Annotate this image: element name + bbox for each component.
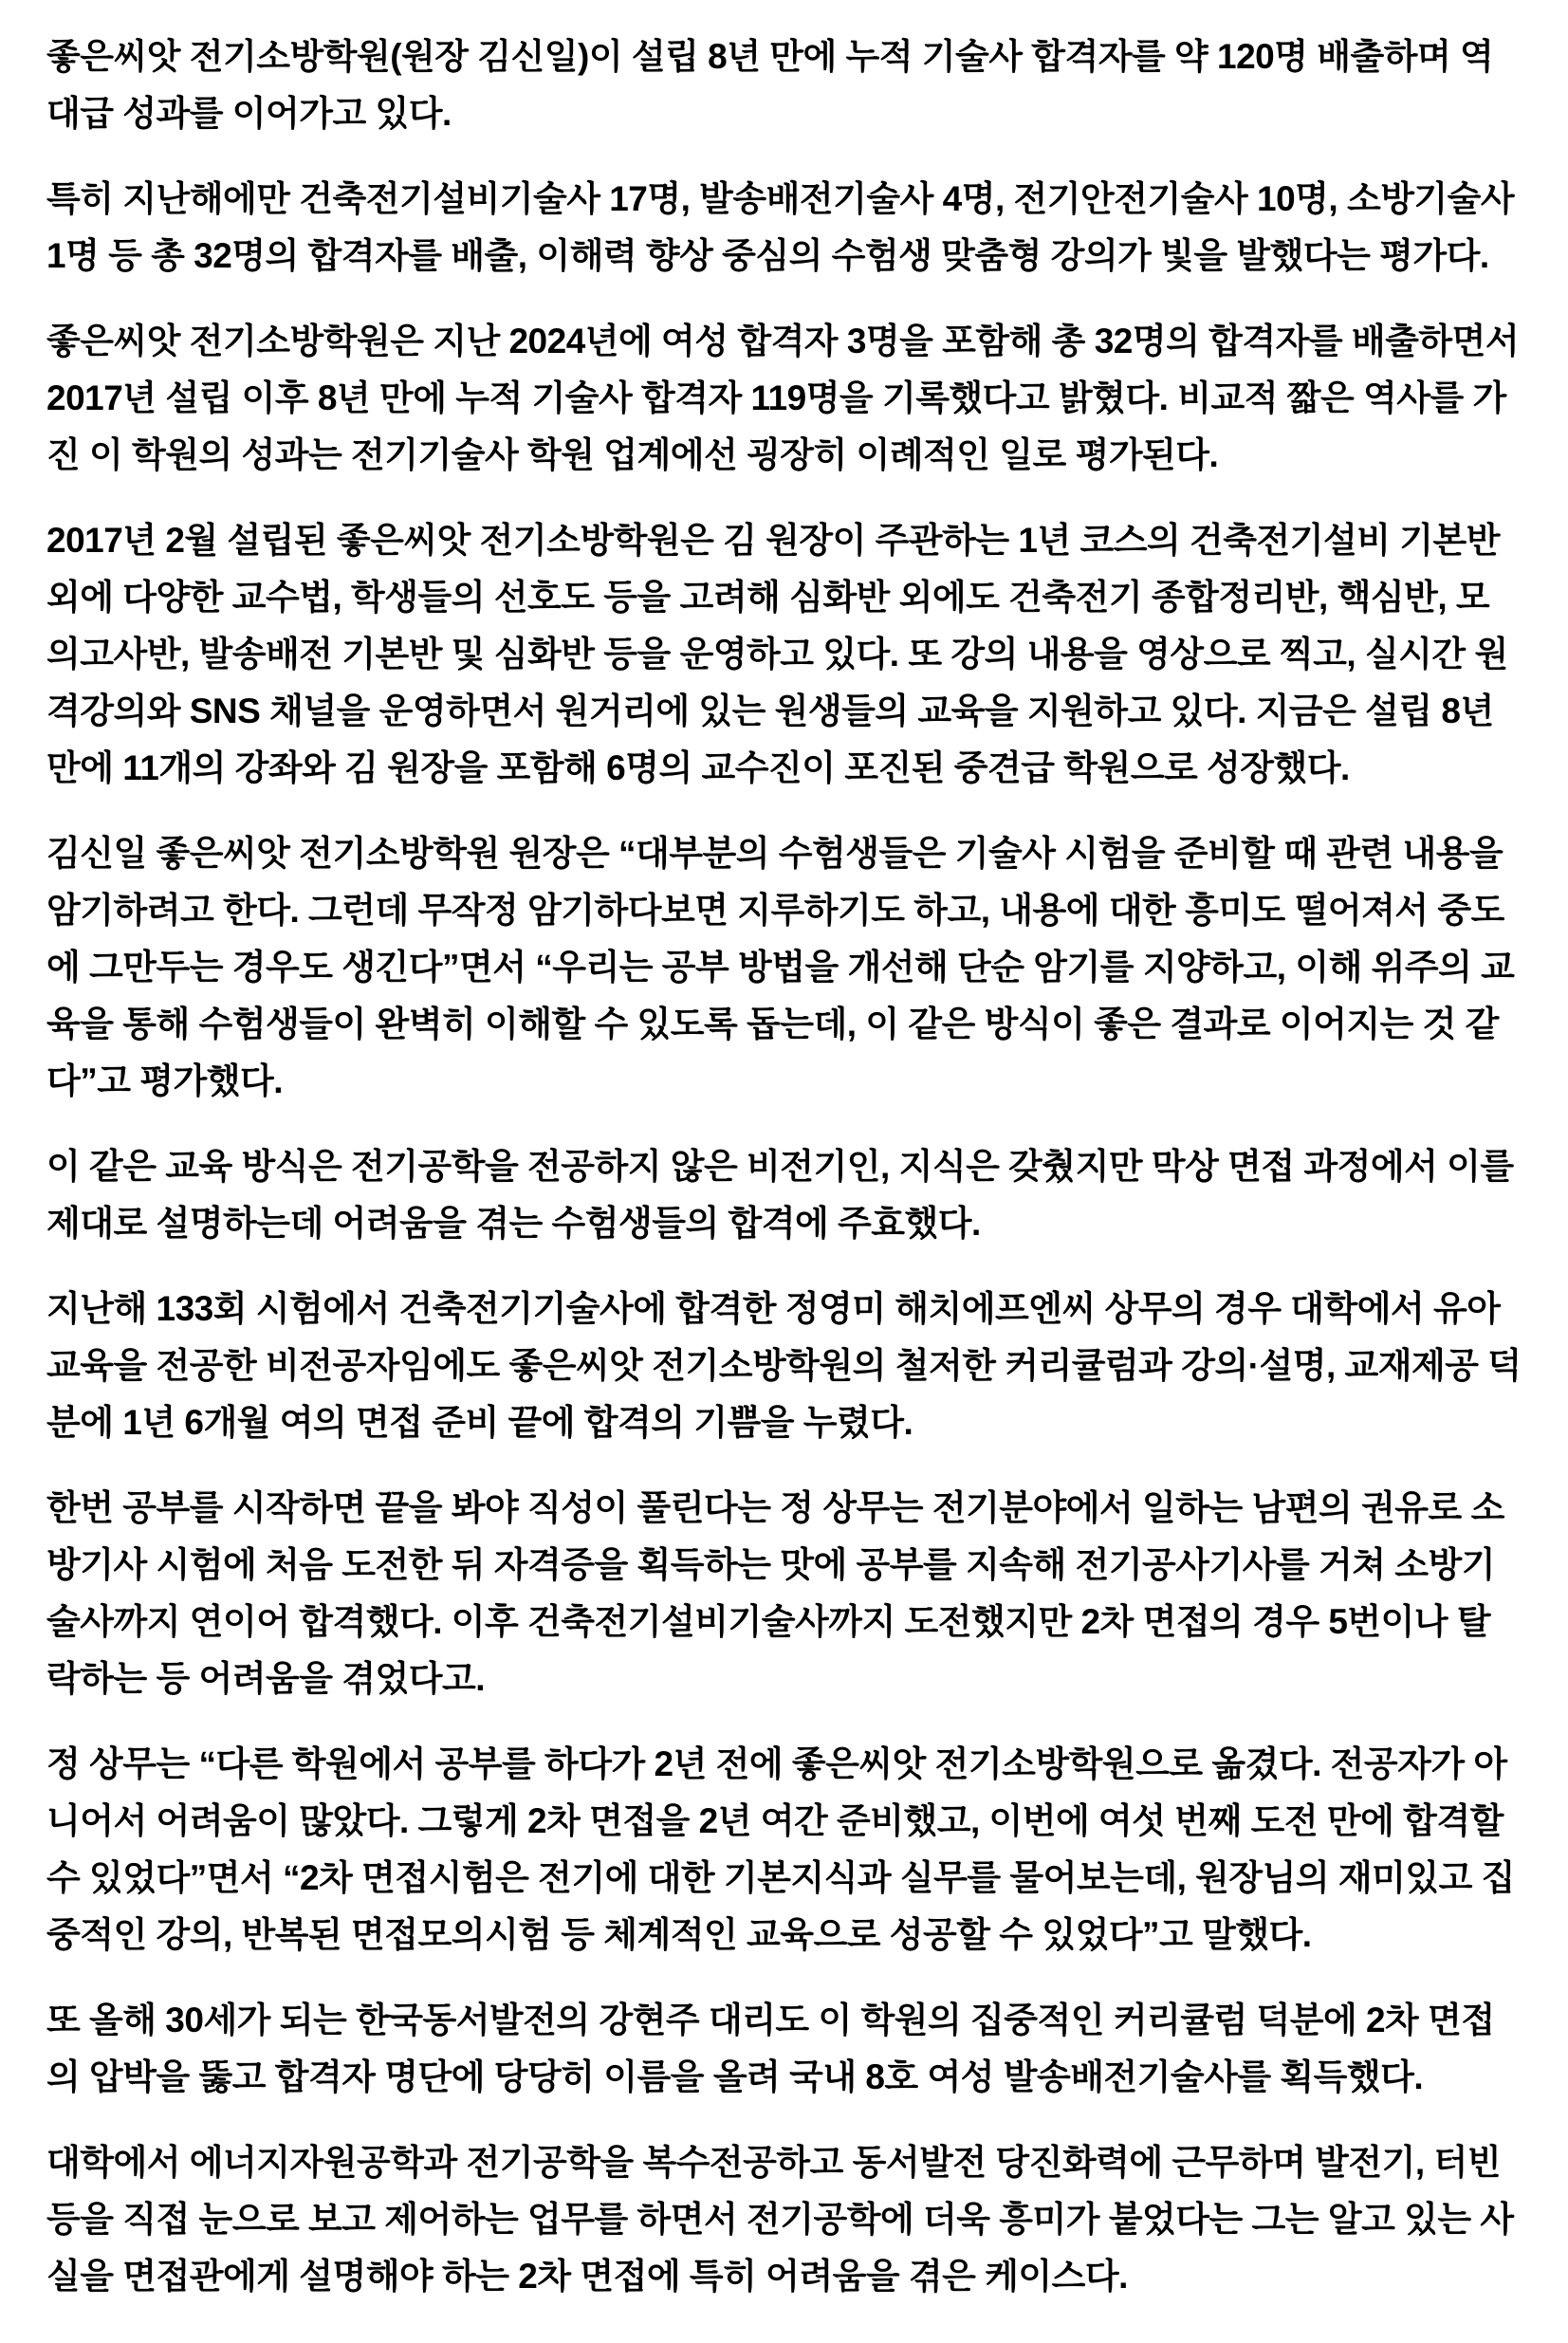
article-paragraph: 한번 공부를 시작하면 끝을 봐야 직성이 풀린다는 정 상무는 전기분야에서 일하는 남편의 권유로 소방기사 시험에 처음 도전한 뒤 자격증을 획득하는 맛에 공부를 지속해 전기공사기사를 거쳐 소방기술사까지 연이어 합격했다. 이후 건축전기설비기술사까지 도전했지만 2차 면접의 경우 5번이나 탈락하는 등 어려움을 겪었다고. xyxy=(46,1488,1504,1698)
article-paragraph: 지난해 133회 시험에서 건축전기기술사에 합격한 정영미 해치에프엔씨 상무의 경우 대학에서 유아교육을 전공한 비전공자임에도 좋은씨앗 전기소방학원의 철저한 커리큘럼과 강의·설명, 교재제공 덕분에 1년 6개월 여의 면접 준비 끝에 합격의 기쁨을 누렸다. xyxy=(46,1289,1522,1442)
article-paragraph: 좋은씨앗 전기소방학원(원장 김신일)이 설립 8년 만에 누적 기술사 합격자를 약 120명 배출하며 역대급 성과를 이어가고 있다. xyxy=(46,37,1494,133)
article-paragraph: 김신일 좋은씨앗 전기소방학원 원장은 “대부분의 수험생들은 기술사 시험을 준비할 때 관련 내용을 암기하려고 한다. 그런데 무작정 암기하다보면 지루하기도 하고, 내용에 대한 흥미도 떨어져서 중도에 그만두는 경우도 생긴다”면서 “우리는 공부 방법을 개선해 단순 암기를 지양하고, 이해 위주의 교육을 통해 수험생들이 완벽히 이해할 수 있도록 돕는데, 이 같은 방식이 좋은 결과로 이어지는 것 같다”고 평가했다. xyxy=(46,834,1515,1100)
article-paragraph: 좋은씨앗 전기소방학원은 지난 2024년에 여성 합격자 3명을 포함해 총 32명의 합격자를 배출하면서 2017년 설립 이후 8년 만에 누적 기술사 합격자 119명을 기록했다고 밝혔다. 비교적 짧은 역사를 가진 이 학원의 성과는 전기기술사 학원 업계에선 굉장히 이례적인 일로 평가된다. xyxy=(46,322,1520,474)
article-paragraph: 대학에서 에너지자원공학과 전기공학을 복수전공하고 동서발전 당진화력에 근무하며 발전기, 터빈 등을 직접 눈으로 보고 제어하는 업무를 하면서 전기공학에 더욱 흥미가 붙었다는 그는 알고 있는 사실을 면접관에게 설명해야 하는 2차 면접에 특히 어려움을 겪은 케이스다. xyxy=(46,2143,1514,2296)
article-paragraph: 정 상무는 “다른 학원에서 공부를 하다가 2년 전에 좋은씨앗 전기소방학원으로 옮겼다. 전공자가 아니어서 어려움이 많았다. 그렇게 2차 면접을 2년 여간 준비했고, 이번에 여섯 번째 도전 만에 합격할 수 있었다”면서 “2차 면접시험은 전기에 대한 기본지식과 실무를 물어보는데, 원장님의 재미있고 집중적인 강의, 반복된 면접모의시험 등 체계적인 교육으로 성공할 수 있었다”고 말했다. xyxy=(46,1744,1515,1954)
article-paragraph: 또 올해 30세가 되는 한국동서발전의 강현주 대리도 이 학원의 집중적인 커리큘럼 덕분에 2차 면접의 압박을 뚫고 합격자 명단에 당당히 이름을 올려 국내 8호 여성 발송배전기술사를 획득했다. xyxy=(46,2001,1495,2096)
article-paragraph: 특히 지난해에만 건축전기설비기술사 17명, 발송배전기술사 4명, 전기안전기술사 10명, 소방기술사 1명 등 총 32명의 합격자를 배출, 이해력 향상 중심의 수험생 맞춤형 강의가 빛을 발했다는 평가다. xyxy=(46,179,1515,275)
article-paragraph: 이 같은 교육 방식은 전기공학을 전공하지 않은 비전기인, 지식은 갖췄지만 막상 면접 과정에서 이를 제대로 설명하는데 어려움을 겪는 수험생들의 합격에 주효했다. xyxy=(46,1147,1514,1243)
article-paragraph: 2017년 2월 설립된 좋은씨앗 전기소방학원은 김 원장이 주관하는 1년 코스의 건축전기설비 기본반 외에 다양한 교수법, 학생들의 선호도 등을 고려해 심화반 외에도 건축전기 종합정리반, 핵심반, 모의고사반, 발송배전 기본반 및 심화반 등을 운영하고 있다. 또 강의 내용을 영상으로 찍고, 실시간 원격강의와 SNS 채널을 운영하면서 원거리에 있는 원생들의 교육을 지원하고 있다. 지금은 설립 8년 만에 11개의 강좌와 김 원장을 포함해 6명의 교수진이 포진된 중견급 학원으로 성장했다. xyxy=(46,521,1508,787)
